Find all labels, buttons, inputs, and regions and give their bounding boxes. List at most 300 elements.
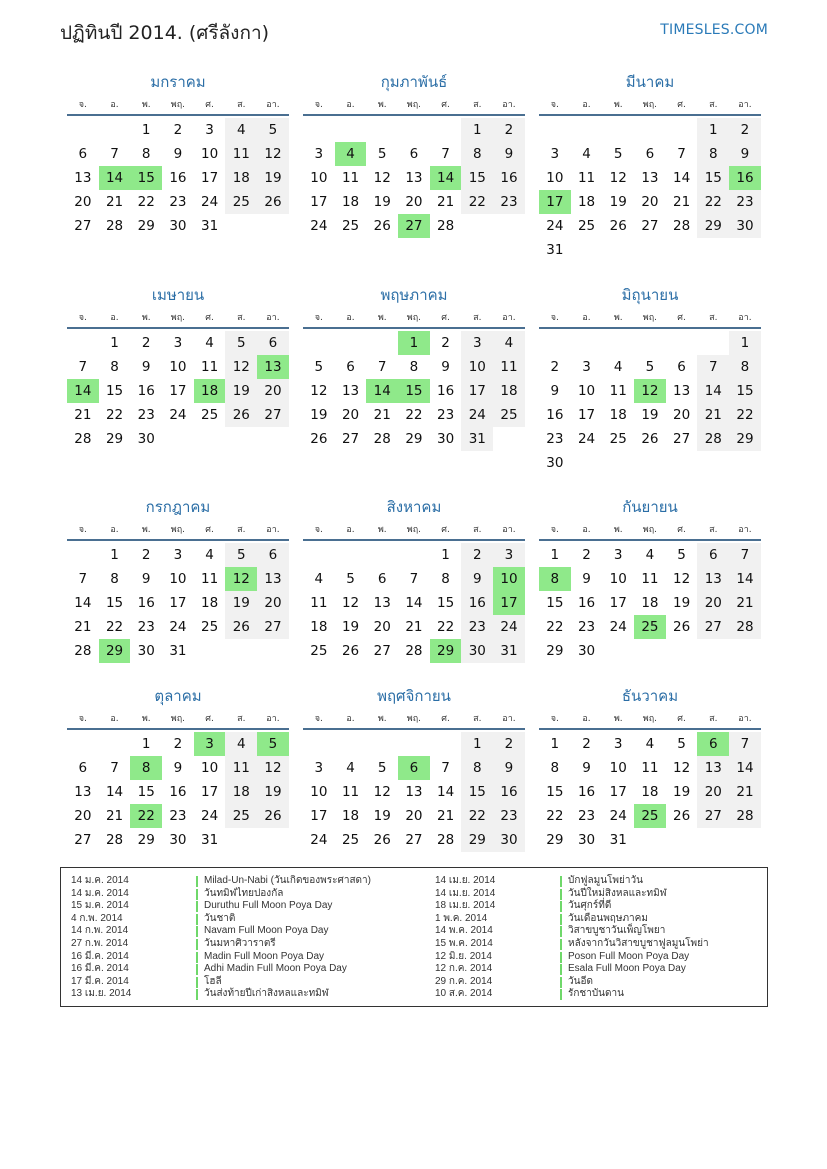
day-cell: 28 [74, 643, 92, 659]
weekday-label: ศ. [205, 100, 214, 110]
day-cell: 7 [729, 543, 761, 567]
day-cell: 7 [677, 146, 686, 162]
holiday-marker [560, 977, 562, 988]
month-name: มกราคม [150, 73, 206, 91]
day-cell: 16 [493, 780, 525, 804]
holiday-marker [560, 876, 562, 887]
month-name: กรกฎาคม [145, 498, 211, 516]
day-cell: 24 [169, 407, 187, 423]
weekday-label: ส. [237, 525, 246, 535]
day-cell: 21 [105, 808, 124, 824]
weekday-label: ศ. [677, 714, 686, 724]
month-block [303, 684, 525, 852]
day-cell: 26 [225, 403, 257, 427]
empty-cell [602, 451, 634, 475]
day-cell: 13 [341, 383, 360, 399]
day-cell: 1 [461, 732, 493, 756]
holiday-row [435, 875, 709, 888]
weekday-header [67, 307, 289, 329]
holiday-marker [560, 964, 562, 975]
month-block [539, 283, 761, 475]
weekday-label: ส. [709, 313, 718, 323]
day-grid [303, 732, 525, 852]
day-cell: 28 [74, 431, 92, 447]
day-cell: 12 [257, 756, 289, 780]
weekday-label: อ. [346, 525, 355, 535]
day-cell: 14 [437, 784, 455, 800]
site-brand-link[interactable]: TIMESLES.COM [660, 22, 768, 38]
holiday-row [71, 938, 371, 951]
day-cell: 10 [577, 383, 596, 399]
day-cell: 13 [373, 595, 391, 611]
weekday-label: ศ. [205, 525, 214, 535]
weekday-label: อา. [738, 714, 752, 724]
empty-cell [634, 828, 666, 852]
empty-cell [697, 238, 729, 262]
day-cell: 1 [550, 736, 560, 752]
day-cell: 27 [341, 431, 360, 447]
day-cell: 4 [582, 146, 591, 162]
empty-cell [461, 214, 493, 238]
holiday-date: 15 พ.ค. 2014 [435, 937, 493, 949]
day-cell: 11 [577, 170, 596, 186]
day-cell: 9 [141, 359, 151, 375]
day-cell: 27 [257, 403, 289, 427]
day-cell: 26 [257, 804, 289, 828]
holiday-name: Navam Full Moon Poya Day [204, 925, 329, 937]
empty-cell [666, 639, 698, 663]
day-cell: 10 [310, 784, 328, 800]
day-cell: 30 [137, 431, 155, 447]
day-cell: 31 [201, 218, 219, 234]
day-cell: 17 [461, 379, 493, 403]
day-cell: 26 [373, 218, 391, 234]
holiday-row [435, 938, 709, 951]
day-cell: 20 [74, 808, 92, 824]
day-cell: 19 [341, 619, 360, 635]
day-cell: 28 [673, 218, 691, 234]
holiday-marker [196, 914, 198, 925]
day-cell: 9 [582, 571, 591, 587]
day-cell: 21 [437, 808, 455, 824]
holiday-marker [196, 939, 198, 950]
empty-cell [571, 451, 603, 475]
day-cell: 15 [105, 595, 124, 611]
holiday-date: 14 พ.ค. 2014 [435, 925, 493, 937]
day-cell: 14 [673, 170, 691, 186]
weekday-label: ส. [709, 100, 718, 110]
day-cell: 15 [130, 166, 162, 190]
empty-cell [257, 214, 289, 238]
day-cell: 24 [201, 194, 219, 210]
day-cell: 20 [405, 194, 423, 210]
day-cell: 22 [130, 804, 162, 828]
day-cell: 12 [673, 571, 691, 587]
weekday-label: ส. [237, 313, 246, 323]
weekday-label: พ. [613, 714, 623, 724]
day-cell: 20 [405, 808, 423, 824]
day-cell: 25 [634, 615, 666, 639]
day-cell: 14 [366, 379, 398, 403]
day-cell: 30 [546, 455, 564, 471]
weekday-label: พฤ. [170, 313, 186, 323]
day-cell: 16 [546, 407, 564, 423]
empty-cell [335, 331, 367, 355]
weekday-header [539, 94, 761, 116]
day-cell: 4 [493, 331, 525, 355]
day-cell: 2 [493, 118, 525, 142]
day-cell: 5 [677, 547, 686, 563]
day-cell: 21 [437, 194, 455, 210]
holiday-marker [196, 977, 198, 988]
weekday-label: อ. [582, 313, 591, 323]
day-cell: 17 [310, 194, 328, 210]
empty-cell [602, 238, 634, 262]
day-cell: 24 [609, 808, 627, 824]
day-cell: 6 [645, 146, 655, 162]
day-cell: 24 [461, 403, 493, 427]
day-cell: 1 [141, 736, 151, 752]
day-cell: 18 [493, 379, 525, 403]
day-cell: 11 [225, 756, 257, 780]
day-cell: 14 [67, 379, 99, 403]
month-block [67, 70, 289, 238]
day-cell: 9 [493, 756, 525, 780]
day-cell: 25 [225, 804, 257, 828]
empty-cell [225, 214, 257, 238]
day-cell: 15 [546, 595, 564, 611]
holiday-row [71, 976, 371, 989]
month-block [67, 495, 289, 663]
holiday-name: วันทมิฬไทยปองกัล [204, 887, 284, 899]
day-cell: 3 [194, 732, 226, 756]
holiday-row [71, 875, 371, 888]
holiday-marker [196, 926, 198, 937]
holiday-column-left [71, 875, 371, 1001]
weekday-header [67, 94, 289, 116]
month-block [539, 684, 761, 852]
empty-cell [602, 639, 634, 663]
weekday-label: พฤ. [406, 714, 422, 724]
day-cell: 9 [729, 142, 761, 166]
day-cell: 9 [461, 567, 493, 591]
day-cell: 17 [169, 595, 187, 611]
day-cell: 23 [437, 407, 455, 423]
day-cell: 19 [310, 407, 328, 423]
holiday-row [435, 988, 709, 1001]
holiday-date: 14 ก.พ. 2014 [71, 925, 129, 937]
day-cell: 3 [613, 736, 623, 752]
weekday-header [303, 307, 525, 329]
day-cell: 30 [169, 218, 187, 234]
day-cell: 16 [493, 166, 525, 190]
day-cell: 30 [437, 431, 455, 447]
day-cell: 2 [141, 335, 151, 351]
holiday-row [435, 951, 709, 964]
holiday-date: 14 เม.ย. 2014 [435, 875, 496, 886]
holiday-date: 1 พ.ค. 2014 [435, 912, 488, 924]
day-cell: 21 [105, 194, 124, 210]
weekday-label: พฤ. [170, 100, 186, 110]
day-cell: 5 [377, 146, 387, 162]
day-cell: 25 [493, 403, 525, 427]
day-cell: 18 [577, 194, 596, 210]
month-block [67, 684, 289, 852]
day-cell: 13 [74, 170, 92, 186]
empty-cell [194, 427, 226, 451]
day-cell: 7 [441, 146, 450, 162]
day-cell: 22 [137, 194, 155, 210]
day-cell: 24 [310, 832, 328, 848]
day-cell: 4 [613, 359, 623, 375]
day-cell: 11 [493, 355, 525, 379]
empty-cell [666, 331, 698, 355]
holiday-row [435, 963, 709, 976]
day-cell: 2 [461, 543, 493, 567]
weekday-label: พฤ. [642, 313, 658, 323]
day-cell: 26 [310, 431, 328, 447]
weekday-label: พ. [141, 100, 151, 110]
day-cell: 25 [341, 832, 360, 848]
holiday-name: วันมหาศิวาราตรี [204, 937, 276, 949]
weekday-label: ศ. [677, 313, 686, 323]
day-cell: 23 [493, 804, 525, 828]
day-cell: 5 [314, 359, 324, 375]
day-cell: 19 [373, 808, 391, 824]
day-cell: 21 [373, 407, 391, 423]
holiday-row [435, 913, 709, 926]
day-cell: 23 [461, 615, 493, 639]
day-cell: 26 [257, 190, 289, 214]
weekday-label: อา. [738, 100, 752, 110]
holiday-date: 14 ม.ค. 2014 [71, 887, 129, 899]
day-cell: 3 [582, 359, 591, 375]
day-cell: 11 [609, 383, 627, 399]
day-cell: 25 [201, 619, 219, 635]
weekday-label: ส. [709, 525, 718, 535]
day-cell: 24 [201, 808, 219, 824]
day-cell: 23 [729, 190, 761, 214]
weekday-label: พฤ. [170, 525, 186, 535]
day-cell: 13 [405, 170, 423, 186]
holiday-marker [560, 889, 562, 900]
day-cell: 29 [137, 218, 155, 234]
weekday-header [539, 307, 761, 329]
day-cell: 8 [729, 355, 761, 379]
weekday-label: อ. [346, 313, 355, 323]
day-cell: 18 [341, 808, 360, 824]
day-cell: 20 [257, 591, 289, 615]
day-cell: 15 [697, 166, 729, 190]
weekday-label: อ. [582, 100, 591, 110]
day-cell: 11 [310, 595, 328, 611]
day-cell: 5 [257, 732, 289, 756]
day-cell: 20 [697, 591, 729, 615]
day-cell: 7 [377, 359, 387, 375]
holiday-row [435, 976, 709, 989]
weekday-label: อ. [582, 525, 591, 535]
holiday-date: 13 เม.ย. 2014 [71, 988, 132, 1000]
weekday-header [67, 519, 289, 541]
day-cell: 8 [110, 359, 119, 375]
weekday-label: พฤ. [406, 525, 422, 535]
holiday-date: 12 ก.ค. 2014 [435, 963, 493, 975]
day-cell: 7 [409, 571, 419, 587]
day-cell: 29 [137, 832, 155, 848]
weekday-label: ศ. [441, 100, 450, 110]
day-cell: 22 [405, 407, 423, 423]
weekday-label: พฤ. [642, 525, 658, 535]
holiday-name: โฮลี [204, 975, 222, 987]
day-cell: 8 [441, 571, 450, 587]
day-cell: 28 [729, 615, 761, 639]
day-cell: 14 [729, 567, 761, 591]
day-cell: 4 [205, 335, 214, 351]
day-cell: 7 [78, 571, 88, 587]
weekday-label: ศ. [677, 525, 686, 535]
day-cell: 14 [729, 756, 761, 780]
holiday-date: 27 ก.พ. 2014 [71, 937, 129, 949]
weekday-label: อา. [502, 100, 516, 110]
day-cell: 11 [201, 359, 219, 375]
weekday-header [67, 708, 289, 730]
day-cell: 27 [257, 615, 289, 639]
weekday-label: พฤ. [406, 100, 422, 110]
day-cell: 26 [609, 218, 627, 234]
empty-cell [634, 451, 666, 475]
weekday-label: พ. [141, 525, 151, 535]
day-cell: 9 [582, 760, 591, 776]
holiday-row [71, 913, 371, 926]
empty-cell [697, 828, 729, 852]
holiday-name: วันส่งท้ายปีเก่าสิงหลและทมิฬ [204, 988, 329, 1000]
day-cell: 23 [577, 808, 596, 824]
day-cell: 9 [173, 760, 183, 776]
holiday-name: Poson Full Moon Poya Day [568, 950, 690, 962]
empty-cell [602, 331, 634, 355]
weekday-label: อา. [266, 313, 280, 323]
day-cell: 8 [409, 359, 419, 375]
day-cell: 27 [74, 832, 92, 848]
day-cell: 26 [641, 431, 659, 447]
day-cell: 3 [173, 547, 183, 563]
weekday-label: อา. [738, 525, 752, 535]
holiday-name: วันศุกร์ที่ดี [568, 900, 612, 912]
weekday-label: อ. [110, 714, 119, 724]
day-cell: 2 [173, 736, 183, 752]
day-grid [67, 331, 289, 451]
weekday-header [303, 708, 525, 730]
day-cell: 31 [493, 639, 525, 663]
weekday-label: อ. [110, 313, 119, 323]
empty-cell [162, 427, 194, 451]
weekday-label: อา. [502, 313, 516, 323]
day-cell: 30 [577, 832, 596, 848]
day-grid [67, 543, 289, 663]
holiday-date: 10 ส.ค. 2014 [435, 988, 493, 1000]
day-cell: 18 [225, 166, 257, 190]
day-cell: 14 [105, 784, 124, 800]
empty-cell [99, 732, 131, 756]
day-cell: 2 [173, 122, 183, 138]
day-cell: 4 [346, 760, 355, 776]
day-cell: 22 [437, 619, 455, 635]
day-cell: 19 [641, 407, 659, 423]
day-cell: 25 [609, 431, 627, 447]
day-cell: 31 [201, 832, 219, 848]
day-cell: 17 [201, 784, 219, 800]
day-cell: 15 [105, 383, 124, 399]
empty-cell [666, 451, 698, 475]
empty-cell [67, 732, 99, 756]
day-cell: 12 [310, 383, 328, 399]
day-cell: 23 [546, 431, 564, 447]
empty-cell [366, 732, 398, 756]
holiday-row [435, 888, 709, 901]
day-cell: 27 [697, 615, 729, 639]
day-cell: 26 [341, 643, 360, 659]
weekday-label: พ. [613, 313, 623, 323]
day-cell: 9 [550, 383, 560, 399]
day-cell: 24 [546, 218, 564, 234]
day-cell: 24 [169, 619, 187, 635]
day-cell: 28 [373, 431, 391, 447]
holiday-date: 14 ม.ค. 2014 [71, 875, 129, 886]
weekday-label: ส. [709, 714, 718, 724]
day-cell: 15 [729, 379, 761, 403]
holiday-date: 14 เม.ย. 2014 [435, 887, 496, 899]
day-cell: 16 [169, 784, 187, 800]
day-cell: 1 [729, 331, 761, 355]
weekday-label: ศ. [441, 525, 450, 535]
day-cell: 19 [257, 166, 289, 190]
holiday-marker [560, 914, 562, 925]
holiday-marker [560, 901, 562, 912]
day-cell: 29 [729, 427, 761, 451]
day-cell: 5 [257, 118, 289, 142]
day-cell: 24 [493, 615, 525, 639]
day-cell: 20 [257, 379, 289, 403]
day-cell: 17 [169, 383, 187, 399]
day-cell: 5 [677, 736, 686, 752]
month-name: พฤษภาคม [380, 286, 448, 304]
day-cell: 23 [577, 619, 596, 635]
empty-cell [257, 427, 289, 451]
weekday-label: พ. [613, 100, 623, 110]
day-cell: 17 [201, 170, 219, 186]
day-cell: 27 [405, 832, 423, 848]
day-cell: 1 [110, 547, 119, 563]
day-cell: 31 [546, 242, 564, 258]
day-cell: 12 [673, 760, 691, 776]
day-cell: 3 [550, 146, 560, 162]
holiday-name: วันปีใหม่สิงหลและทมิฬ [568, 887, 667, 899]
day-cell: 30 [137, 643, 155, 659]
month-name: กุมภาพันธ์ [380, 73, 448, 91]
day-cell: 6 [78, 760, 88, 776]
holiday-name: Duruthu Full Moon Poya Day [204, 900, 333, 912]
day-cell: 27 [373, 643, 391, 659]
day-cell: 19 [673, 595, 691, 611]
month-block [539, 495, 761, 663]
day-cell: 1 [110, 335, 119, 351]
day-cell: 25 [225, 190, 257, 214]
day-cell: 8 [130, 756, 162, 780]
holiday-date: 12 มิ.ย. 2014 [435, 950, 492, 962]
holiday-marker [560, 952, 562, 963]
month-name: เมษายน [151, 286, 205, 304]
day-cell: 10 [310, 170, 328, 186]
